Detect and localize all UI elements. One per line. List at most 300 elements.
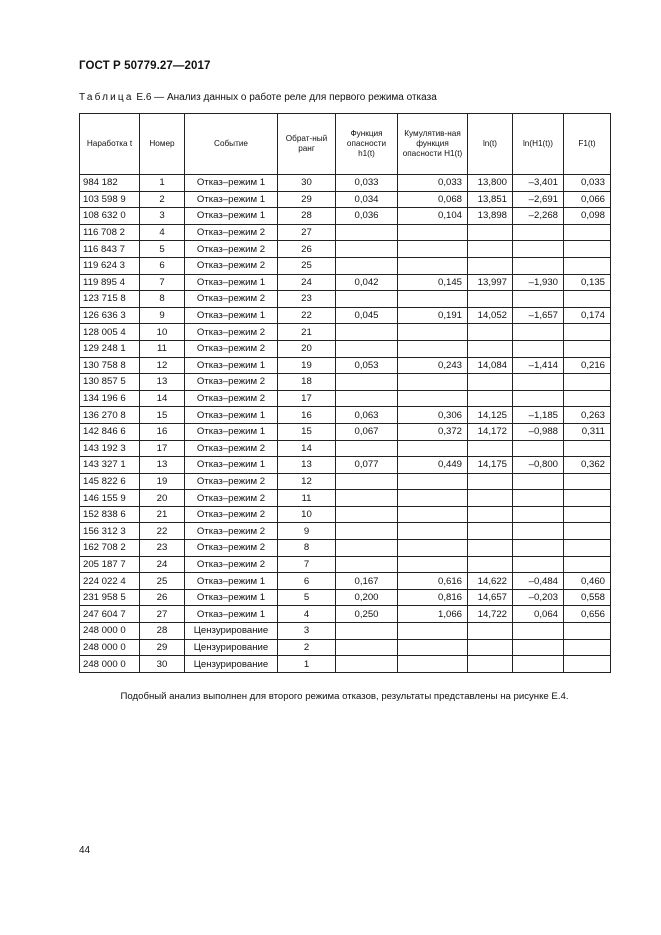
table-cell: 13,800: [468, 175, 513, 192]
table-cell: [398, 540, 468, 557]
table-cell: [336, 523, 398, 540]
table-row: [80, 208, 611, 225]
table-cell: 162 708 2: [80, 540, 140, 557]
table-cell: 0,616: [398, 573, 468, 590]
table-cell: [336, 490, 398, 507]
table-cell: 13: [140, 457, 185, 474]
table-cell: [513, 656, 564, 673]
table-cell: 10: [278, 506, 336, 523]
table-cell: [468, 224, 513, 241]
table-row: [80, 473, 611, 490]
table-row: [80, 656, 611, 673]
header-text: Наработка t: [86, 139, 133, 148]
table-cell: 143 192 3: [80, 440, 140, 457]
table-cell: [468, 473, 513, 490]
table-cell: 123 715 8: [80, 291, 140, 308]
table-cell: [398, 490, 468, 507]
table-cell: –1,657: [513, 307, 564, 324]
table-cell: [564, 656, 611, 673]
table-cell: Отказ–режим 1: [185, 191, 278, 208]
table-cell: 7: [140, 274, 185, 291]
table-cell: 23: [140, 540, 185, 557]
table-cell: 984 182: [80, 175, 140, 192]
table-cell: 1: [278, 656, 336, 673]
table-cell: [564, 440, 611, 457]
header-text: F1(t): [578, 139, 596, 148]
table-cell: 0,077: [336, 457, 398, 474]
table-row: [80, 589, 611, 606]
table-cell: [513, 473, 564, 490]
table-cell: 14,722: [468, 606, 513, 623]
table-cell: [564, 340, 611, 357]
table-cell: 129 248 1: [80, 340, 140, 357]
table-cell: 27: [278, 224, 336, 241]
table-cell: 119 895 4: [80, 274, 140, 291]
table-cell: [336, 506, 398, 523]
table-cell: 30: [278, 175, 336, 192]
table-row: [80, 440, 611, 457]
table-cell: [398, 257, 468, 274]
table-cell: [564, 523, 611, 540]
table-cell: 24: [278, 274, 336, 291]
table-cell: [398, 224, 468, 241]
table-cell: 0,167: [336, 573, 398, 590]
table-cell: [468, 656, 513, 673]
table-cell: 136 270 8: [80, 407, 140, 424]
table-cell: 9: [278, 523, 336, 540]
table-cell: [336, 241, 398, 258]
table-cell: [513, 291, 564, 308]
table-row: [80, 606, 611, 623]
table-cell: 29: [140, 639, 185, 656]
table-cell: 14,084: [468, 357, 513, 374]
table-cell: Отказ–режим 2: [185, 473, 278, 490]
table-cell: 9: [140, 307, 185, 324]
table-cell: [398, 556, 468, 573]
table-cell: Отказ–режим 1: [185, 457, 278, 474]
table-cell: 119 624 3: [80, 257, 140, 274]
table-cell: [564, 639, 611, 656]
table-cell: –2,268: [513, 208, 564, 225]
header-cell-hazard-function: [336, 114, 398, 175]
table-row: [80, 423, 611, 440]
table-row: [80, 490, 611, 507]
table-cell: Цензурирование: [185, 656, 278, 673]
table-cell: [468, 291, 513, 308]
table-cell: 0,033: [398, 175, 468, 192]
table-cell: [513, 340, 564, 357]
table-cell: 7: [278, 556, 336, 573]
table-cell: [398, 440, 468, 457]
table-cell: 17: [278, 390, 336, 407]
table-row: [80, 639, 611, 656]
table-row: [80, 175, 611, 192]
table-cell: [398, 241, 468, 258]
table-row: [80, 224, 611, 241]
table-cell: [336, 374, 398, 391]
table-cell: [336, 224, 398, 241]
table-row: [80, 340, 611, 357]
table-cell: 26: [140, 589, 185, 606]
table-cell: Отказ–режим 2: [185, 540, 278, 557]
table-cell: [336, 390, 398, 407]
table-cell: Отказ–режим 1: [185, 423, 278, 440]
table-cell: 27: [140, 606, 185, 623]
table-cell: 134 196 6: [80, 390, 140, 407]
table-cell: 0,033: [336, 175, 398, 192]
table-cell: [468, 556, 513, 573]
table-cell: 0,816: [398, 589, 468, 606]
table-cell: [564, 390, 611, 407]
table-cell: 2: [140, 191, 185, 208]
header-cell-ln-t: [468, 114, 513, 175]
table-row: [80, 257, 611, 274]
table-cell: 20: [278, 340, 336, 357]
table-cell: 3: [140, 208, 185, 225]
table-cell: [468, 257, 513, 274]
table-cell: [468, 440, 513, 457]
table-cell: [513, 390, 564, 407]
table-cell: 1: [140, 175, 185, 192]
table-row: [80, 556, 611, 573]
table-cell: [564, 556, 611, 573]
header-text: Кумулятив-ная функция опасности H1(t): [402, 129, 463, 158]
page-number: 44: [79, 845, 91, 856]
table-cell: 126 636 3: [80, 307, 140, 324]
table-cell: –3,401: [513, 175, 564, 192]
table-cell: [513, 540, 564, 557]
table-cell: [564, 291, 611, 308]
table-cell: [513, 523, 564, 540]
table-cell: 128 005 4: [80, 324, 140, 341]
table-cell: [398, 340, 468, 357]
table-cell: 11: [140, 340, 185, 357]
table-cell: [468, 506, 513, 523]
table-cell: [513, 639, 564, 656]
table-cell: [398, 390, 468, 407]
table-cell: 145 822 6: [80, 473, 140, 490]
table-cell: [513, 224, 564, 241]
table-cell: Отказ–режим 2: [185, 340, 278, 357]
table-cell: [336, 656, 398, 673]
table-cell: 11: [278, 490, 336, 507]
table-cell: Отказ–режим 2: [185, 523, 278, 540]
table-cell: –1,414: [513, 357, 564, 374]
table-cell: [398, 473, 468, 490]
table-cell: –2,691: [513, 191, 564, 208]
table-cell: Отказ–режим 1: [185, 357, 278, 374]
table-cell: 130 758 8: [80, 357, 140, 374]
table-cell: 13: [140, 374, 185, 391]
table-cell: 0,449: [398, 457, 468, 474]
table-cell: Отказ–режим 1: [185, 407, 278, 424]
table-cell: 146 155 9: [80, 490, 140, 507]
table-cell: 12: [140, 357, 185, 374]
table-cell: 25: [140, 573, 185, 590]
table-cell: 0,145: [398, 274, 468, 291]
table-cell: 0,045: [336, 307, 398, 324]
table-cell: 0,200: [336, 589, 398, 606]
table-cell: 205 187 7: [80, 556, 140, 573]
table-cell: [513, 241, 564, 258]
header-cell-event: [185, 114, 278, 175]
table-cell: [468, 490, 513, 507]
table-cell: 0,135: [564, 274, 611, 291]
table-cell: 14,172: [468, 423, 513, 440]
table-cell: Отказ–режим 2: [185, 440, 278, 457]
table-cell: [398, 523, 468, 540]
table-cell: [564, 224, 611, 241]
table-cell: 5: [278, 589, 336, 606]
table-cell: 15: [278, 423, 336, 440]
header-text: Функция опасности h1(t): [346, 129, 387, 158]
table-cell: 0,067: [336, 423, 398, 440]
table-row: [80, 573, 611, 590]
table-cell: [336, 324, 398, 341]
table-cell: 2: [278, 639, 336, 656]
table-cell: [336, 340, 398, 357]
table-row: [80, 357, 611, 374]
table-cell: Отказ–режим 2: [185, 490, 278, 507]
table-cell: [468, 340, 513, 357]
table-cell: 0,042: [336, 274, 398, 291]
table-cell: 26: [278, 241, 336, 258]
table-cell: 22: [140, 523, 185, 540]
table-cell: –0,800: [513, 457, 564, 474]
table-cell: [468, 540, 513, 557]
table-cell: [513, 556, 564, 573]
table-cell: 14,622: [468, 573, 513, 590]
table-cell: 16: [278, 407, 336, 424]
header-cell-cumulative-hazard: [398, 114, 468, 175]
table-cell: 6: [140, 257, 185, 274]
table-cell: [468, 324, 513, 341]
table-cell: [564, 490, 611, 507]
table-row: [80, 506, 611, 523]
table-cell: 231 958 5: [80, 589, 140, 606]
table-cell: 0,372: [398, 423, 468, 440]
table-cell: 4: [140, 224, 185, 241]
table-cell: 8: [278, 540, 336, 557]
table-cell: 0,036: [336, 208, 398, 225]
table-cell: Отказ–режим 1: [185, 175, 278, 192]
table-cell: [398, 639, 468, 656]
table-cell: [513, 440, 564, 457]
table-cell: –0,203: [513, 589, 564, 606]
table-cell: 14,657: [468, 589, 513, 606]
table-row: [80, 407, 611, 424]
table-cell: Отказ–режим 2: [185, 241, 278, 258]
table-cell: 21: [278, 324, 336, 341]
table-cell: [564, 473, 611, 490]
table-cell: 13,851: [468, 191, 513, 208]
table-cell: 14,125: [468, 407, 513, 424]
header-text: ln(t): [482, 139, 498, 148]
table-cell: [468, 523, 513, 540]
table-cell: 30: [140, 656, 185, 673]
table-cell: –1,185: [513, 407, 564, 424]
table-cell: [398, 506, 468, 523]
table-cell: [468, 241, 513, 258]
table-cell: 22: [278, 307, 336, 324]
table-cell: 103 598 9: [80, 191, 140, 208]
table-row: [80, 374, 611, 391]
table-cell: Отказ–режим 2: [185, 506, 278, 523]
table-cell: 116 843 7: [80, 241, 140, 258]
header-cell-operating-time: [80, 114, 140, 175]
data-table: [79, 113, 611, 673]
header-cell-number: [140, 114, 185, 175]
table-cell: 0,656: [564, 606, 611, 623]
table-cell: 21: [140, 506, 185, 523]
table-row: [80, 324, 611, 341]
table-cell: 0,362: [564, 457, 611, 474]
table-row: [80, 523, 611, 540]
table-cell: 13,997: [468, 274, 513, 291]
table-cell: [564, 257, 611, 274]
table-row: [80, 540, 611, 557]
table-cell: [564, 374, 611, 391]
table-cell: [336, 639, 398, 656]
document-header: ГОСТ Р 50779.27—2017: [79, 60, 211, 72]
table-cell: [336, 473, 398, 490]
table-header-row: [80, 114, 611, 175]
table-cell: [513, 506, 564, 523]
table-cell: 1,066: [398, 606, 468, 623]
table-cell: 0,063: [336, 407, 398, 424]
table-cell: 28: [278, 208, 336, 225]
table-cell: [398, 656, 468, 673]
header-text: Обрат-ный ранг: [285, 134, 328, 153]
table-cell: 224 022 4: [80, 573, 140, 590]
table-cell: 24: [140, 556, 185, 573]
table-cell: 18: [278, 374, 336, 391]
table-cell: 0,306: [398, 407, 468, 424]
table-cell: Отказ–режим 2: [185, 324, 278, 341]
header-cell-reverse-rank: [278, 114, 336, 175]
analysis-note: Подобный анализ выполнен для второго режима отказов, результаты представлены на рисунке Е.4.: [120, 691, 569, 702]
table-cell: [513, 490, 564, 507]
table-cell: [513, 257, 564, 274]
table-cell: 0,068: [398, 191, 468, 208]
table-cell: [336, 440, 398, 457]
table-cell: 4: [278, 606, 336, 623]
table-cell: 28: [140, 623, 185, 640]
table-cell: [468, 390, 513, 407]
table-cell: 29: [278, 191, 336, 208]
table-cell: 108 632 0: [80, 208, 140, 225]
table-cell: 14,052: [468, 307, 513, 324]
table-cell: 0,064: [513, 606, 564, 623]
table-cell: –1,930: [513, 274, 564, 291]
table-cell: 0,033: [564, 175, 611, 192]
table-cell: 0,243: [398, 357, 468, 374]
table-cell: 19: [278, 357, 336, 374]
table-cell: 14,175: [468, 457, 513, 474]
table-row: [80, 291, 611, 308]
table-cell: 15: [140, 407, 185, 424]
table-cell: Отказ–режим 1: [185, 573, 278, 590]
table-cell: 0,311: [564, 423, 611, 440]
table-cell: –0,988: [513, 423, 564, 440]
header-text: Событие: [214, 139, 248, 148]
table-row: [80, 191, 611, 208]
table-cell: 0,104: [398, 208, 468, 225]
table-cell: 152 838 6: [80, 506, 140, 523]
table-cell: 14: [278, 440, 336, 457]
table-cell: 17: [140, 440, 185, 457]
table-row: [80, 457, 611, 474]
table-cell: [336, 623, 398, 640]
table-cell: 14: [140, 390, 185, 407]
table-cell: [513, 324, 564, 341]
table-cell: Отказ–режим 2: [185, 556, 278, 573]
table-cell: –0,484: [513, 573, 564, 590]
table-cell: 23: [278, 291, 336, 308]
table-cell: [564, 241, 611, 258]
table-cell: [336, 291, 398, 308]
table-cell: [336, 257, 398, 274]
table-row: [80, 241, 611, 258]
table-cell: 13,898: [468, 208, 513, 225]
table-cell: 130 857 5: [80, 374, 140, 391]
header-cell-ln-h: [513, 114, 564, 175]
table-cell: [336, 540, 398, 557]
table-cell: 0,191: [398, 307, 468, 324]
table-cell: Цензурирование: [185, 639, 278, 656]
table-caption: [79, 92, 437, 103]
table-cell: [398, 324, 468, 341]
table-cell: Цензурирование: [185, 623, 278, 640]
table-row: [80, 390, 611, 407]
table-cell: [564, 623, 611, 640]
table-cell: 19: [140, 473, 185, 490]
table-cell: Отказ–режим 2: [185, 390, 278, 407]
table-cell: 143 327 1: [80, 457, 140, 474]
table-cell: 0,460: [564, 573, 611, 590]
table-cell: 116 708 2: [80, 224, 140, 241]
table-cell: 0,066: [564, 191, 611, 208]
table-cell: 0,174: [564, 307, 611, 324]
table-cell: 248 000 0: [80, 639, 140, 656]
table-cell: 0,053: [336, 357, 398, 374]
table-cell: [564, 540, 611, 557]
table-cell: [398, 291, 468, 308]
table-cell: [468, 374, 513, 391]
table-row: [80, 307, 611, 324]
table-cell: 6: [278, 573, 336, 590]
table-cell: 8: [140, 291, 185, 308]
table-cell: [564, 324, 611, 341]
table-cell: 156 312 3: [80, 523, 140, 540]
table-cell: 13: [278, 457, 336, 474]
table-cell: [398, 623, 468, 640]
table-cell: 0,034: [336, 191, 398, 208]
caption-label: Таблица: [79, 92, 134, 103]
table-cell: Отказ–режим 1: [185, 208, 278, 225]
table-cell: 247 604 7: [80, 606, 140, 623]
table-cell: 3: [278, 623, 336, 640]
table-cell: 16: [140, 423, 185, 440]
table-cell: 25: [278, 257, 336, 274]
table-cell: 10: [140, 324, 185, 341]
table-cell: Отказ–режим 1: [185, 274, 278, 291]
table-cell: Отказ–режим 2: [185, 291, 278, 308]
table-cell: 0,098: [564, 208, 611, 225]
table-cell: 248 000 0: [80, 623, 140, 640]
table-cell: Отказ–режим 1: [185, 307, 278, 324]
table-cell: [336, 556, 398, 573]
